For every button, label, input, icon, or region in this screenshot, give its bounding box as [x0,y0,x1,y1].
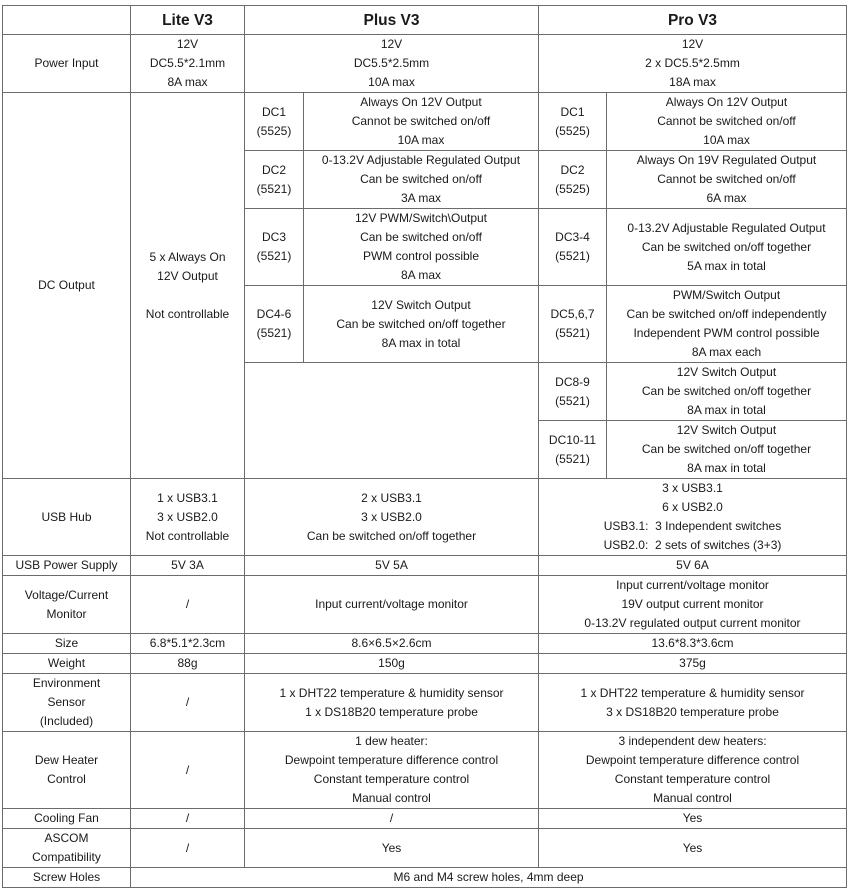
monitor-row [3,576,847,634]
pro-dc3-4-port-type: (5521) [555,249,590,263]
weight-row [3,654,847,674]
pro-dc1-port-type: (5525) [555,123,590,138]
env-sensor-label [3,674,131,732]
pro-dc2-port-type: (5525) [555,181,590,196]
screw-holes-row [3,868,847,888]
pro-dc8-9-desc-line3: 8A max in total [687,403,766,417]
plus-dc1-desc-line1: Always On 12V Output [360,95,482,109]
usb-hub-lite [131,479,245,556]
pro-dc3-4-desc-line3: 5A max in total [687,258,766,273]
ascom-pro: Yes [539,829,847,868]
plus-dc2-port [245,151,304,209]
plus-dc1-port-type: (5525) [256,123,292,138]
env-sensor-plus-line2: 1 x DS18B20 temperature probe [305,704,478,719]
power-input-lite [131,35,245,93]
monitor-pro-line1: Input current/voltage monitor [616,578,769,592]
usb-power-pro: 5V 6A [539,556,847,576]
monitor-lite: / [131,576,245,634]
usb-power-row [3,556,847,576]
ascom-label-line2: Compatibility [32,850,101,864]
dew-heater-row [3,732,847,809]
pro-dc5-7-desc-line4: 8A max each [691,345,762,359]
monitor-label-line2: Monitor [46,606,87,621]
power-input-lite-voltage: 12V [176,37,199,51]
plus-dc3-desc-line2: Can be switched on/off [360,230,482,244]
usb-hub-pro-line1: 3 x USB3.1 [662,481,723,495]
plus-dc1-port [245,93,304,151]
pro-dc8-9-desc-line2: Can be switched on/off together [641,384,812,398]
pro-dc2-desc [607,151,847,209]
plus-dc3-desc-line4: 8A max [400,268,442,282]
power-input-lite-connector: DC5.5*2.1mm [149,56,226,70]
dew-heater-label-line1: Dew Heater [34,753,99,767]
dew-heater-lite: / [131,732,245,809]
pro-dc8-9-port [539,363,607,421]
pro-dc2-desc-line2: Cannot be switched on/off [657,172,796,186]
pro-dc1-desc-line2: Cannot be switched on/off [657,114,796,128]
pro-dc2-desc-line3: 6A max [706,191,747,205]
power-input-plus-current: 10A max [368,75,415,89]
dew-heater-plus-line2: Dewpoint temperature difference control [284,753,499,767]
plus-dc-output-empty [245,363,539,479]
usb-hub-plus-line3: Can be switched on/off together [306,528,477,543]
power-input-pro [539,35,847,93]
monitor-pro [539,576,847,634]
pro-dc5-7-desc-line3: Independent PWM control possible [633,326,820,340]
dc-output-row-1 [3,93,847,151]
usb-hub-row [3,479,847,556]
weight-pro: 375g [539,654,847,674]
env-sensor-lite: / [131,674,245,732]
pro-dc10-11-port-name: DC10-11 [548,432,597,447]
env-sensor-label-line1: Environment [32,676,101,690]
ascom-label-line1: ASCOM [44,831,89,845]
cooling-fan-row [3,809,847,829]
env-sensor-label-line3: (Included) [39,714,94,728]
plus-dc3-port [245,209,304,286]
power-input-label: Power Input [3,35,131,93]
monitor-label [3,576,131,634]
spec-comparison-table [2,5,847,888]
plus-dc4-6-port-name: DC4-6 [256,307,292,321]
pro-dc1-port [539,93,607,151]
plus-dc2-desc-line2: Can be switched on/off [360,172,482,186]
pro-dc3-4-port-name: DC3-4 [555,230,590,244]
env-sensor-pro-line2: 3 x DS18B20 temperature probe [606,704,779,719]
dc-output-lite-line3: Not controllable [145,306,230,321]
dc-output-lite [131,93,245,479]
dc-output-label: DC Output [3,93,131,479]
pro-dc3-4-port [539,209,607,286]
plus-dc1-port-name: DC1 [261,104,286,119]
pro-dc8-9-desc [607,363,847,421]
pro-dc8-9-port-name: DC8-9 [555,374,590,389]
screw-holes-label: Screw Holes [3,868,131,888]
dew-heater-plus [245,732,539,809]
cooling-fan-plus: / [245,809,539,829]
pro-dc5-7-desc-line2: Can be switched on/off independently [626,307,827,321]
weight-label: Weight [3,654,131,674]
monitor-pro-line2: 19V output current monitor [621,597,764,611]
plus-dc4-6-desc-line2: Can be switched on/off together [336,316,506,331]
dc-output-lite-line2: 12V Output [157,268,218,283]
dc-output-lite-line1: 5 x Always On [149,249,226,264]
ascom-lite: / [131,829,245,868]
dew-heater-pro [539,732,847,809]
pro-dc5-7-port-type: (5521) [555,326,590,340]
usb-power-plus: 5V 5A [245,556,539,576]
power-input-pro-connector: 2 x DC5.5*2.5mm [645,56,740,70]
plus-dc4-6-desc [304,286,539,363]
plus-dc2-port-name: DC2 [261,162,286,177]
cooling-fan-pro: Yes [539,809,847,829]
plus-dc3-port-type: (5521) [256,249,292,263]
dew-heater-pro-line4: Manual control [653,791,732,805]
pro-dc8-9-desc-line1: 12V Switch Output [676,365,777,379]
usb-hub-label: USB Hub [3,479,131,556]
plus-dc1-desc [304,93,539,151]
pro-dc10-11-desc-line1: 12V Switch Output [676,423,777,437]
weight-lite: 88g [131,654,245,674]
power-input-plus-voltage: 12V [380,37,403,51]
pro-dc10-11-desc-line2: Can be switched on/off together [641,442,812,456]
plus-dc4-6-port [245,286,304,363]
usb-hub-plus [245,479,539,556]
dew-heater-plus-line3: Constant temperature control [313,772,470,786]
header-corner [3,6,131,35]
plus-dc3-desc [304,209,539,286]
pro-dc10-11-desc-line3: 8A max in total [687,461,766,475]
monitor-label-line1: Voltage/Current [24,587,109,602]
pro-dc1-desc-line3: 10A max [703,133,750,147]
power-input-row [3,35,847,93]
env-sensor-row [3,674,847,732]
usb-power-lite: 5V 3A [131,556,245,576]
size-pro: 13.6*8.3*3.6cm [539,634,847,654]
usb-hub-lite-line3: Not controllable [145,528,230,543]
env-sensor-pro [539,674,847,732]
cooling-fan-lite: / [131,809,245,829]
dew-heater-plus-line1: 1 dew heater: [355,734,428,748]
weight-plus: 150g [245,654,539,674]
pro-dc8-9-port-type: (5521) [555,393,590,408]
pro-dc10-11-desc [607,421,847,479]
usb-hub-pro-line4: USB2.0: 2 sets of switches (3+3) [603,538,782,552]
plus-dc3-desc-line3: PWM control possible [362,249,480,263]
usb-hub-pro-line2: 6 x USB2.0 [662,500,723,514]
dew-heater-label [3,732,131,809]
env-sensor-plus [245,674,539,732]
header-lite: Lite V3 [131,6,245,35]
dew-heater-pro-line2: Dewpoint temperature difference control [585,753,800,767]
dew-heater-label-line2: Control [47,772,86,786]
env-sensor-pro-line1: 1 x DHT22 temperature & humidity sensor [580,685,805,700]
monitor-pro-line3: 0-13.2V regulated output current monitor [584,616,801,630]
pro-dc2-desc-line1: Always On 19V Regulated Output [636,153,817,167]
pro-dc10-11-port [539,421,607,479]
plus-dc2-desc-line3: 3A max [400,191,442,205]
size-label: Size [3,634,131,654]
usb-hub-plus-line2: 3 x USB2.0 [361,509,422,524]
plus-dc4-6-desc-line3: 8A max in total [381,335,461,350]
plus-dc4-6-desc-line1: 12V Switch Output [371,297,471,312]
size-row [3,634,847,654]
ascom-label [3,829,131,868]
pro-dc10-11-port-type: (5521) [555,451,590,466]
power-input-plus [245,35,539,93]
dew-heater-pro-line1: 3 independent dew heaters: [618,734,767,748]
usb-hub-lite-line2: 3 x USB2.0 [157,509,218,524]
power-input-lite-current: 8A max [167,75,208,89]
pro-dc5-7-desc [607,286,847,363]
usb-hub-pro-line3: USB3.1: 3 Independent switches [603,519,782,533]
usb-hub-pro [539,479,847,556]
pro-dc5-7-desc-line1: PWM/Switch Output [672,288,781,302]
pro-dc1-desc-line1: Always On 12V Output [665,95,788,109]
header-row [3,6,847,35]
size-lite: 6.8*5.1*2.3cm [131,634,245,654]
power-input-plus-connector: DC5.5*2.5mm [353,56,430,70]
plus-dc2-desc-line1: 0-13.2V Adjustable Regulated Output [321,153,521,167]
pro-dc5-7-port [539,286,607,363]
monitor-plus: Input current/voltage monitor [245,576,539,634]
plus-dc3-port-name: DC3 [261,230,286,244]
plus-dc1-desc-line3: 10A max [397,133,445,147]
plus-dc2-port-type: (5521) [256,181,292,196]
pro-dc2-port-name: DC2 [560,162,585,177]
pro-dc3-4-desc-line1: 0-13.2V Adjustable Regulated Output [627,220,826,235]
env-sensor-plus-line1: 1 x DHT22 temperature & humidity sensor [279,685,504,700]
pro-dc2-port [539,151,607,209]
plus-dc2-desc [304,151,539,209]
pro-dc1-desc [607,93,847,151]
pro-dc1-port-name: DC1 [560,104,585,119]
header-plus: Plus V3 [245,6,539,35]
env-sensor-label-line2: Sensor [47,695,86,709]
pro-dc3-4-desc [607,209,847,286]
dew-heater-plus-line4: Manual control [352,791,431,805]
usb-power-label: USB Power Supply [3,556,131,576]
pro-dc3-4-desc-line2: Can be switched on/off together [641,239,812,254]
ascom-row [3,829,847,868]
plus-dc4-6-port-type: (5521) [256,326,292,340]
dew-heater-pro-line3: Constant temperature control [614,772,771,786]
plus-dc1-desc-line2: Cannot be switched on/off [351,114,491,128]
cooling-fan-label: Cooling Fan [3,809,131,829]
header-pro: Pro V3 [539,6,847,35]
plus-dc3-desc-line1: 12V PWM/Switch\Output [354,211,488,225]
pro-dc5-7-port-name: DC5,6,7 [550,307,595,321]
usb-hub-lite-line1: 1 x USB3.1 [157,490,218,505]
ascom-plus: Yes [245,829,539,868]
size-plus: 8.6×6.5×2.6cm [245,634,539,654]
screw-holes-all: M6 and M4 screw holes, 4mm deep [131,868,847,888]
power-input-pro-current: 18A max [669,75,716,89]
usb-hub-plus-line1: 2 x USB3.1 [361,490,422,505]
power-input-pro-voltage: 12V [681,37,704,51]
